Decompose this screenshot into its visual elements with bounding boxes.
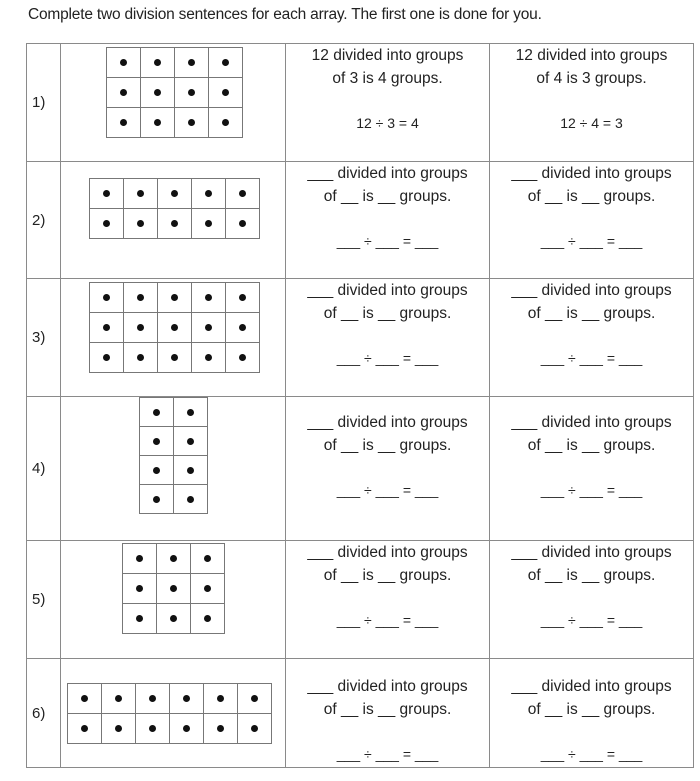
array-cell xyxy=(124,313,158,343)
dot-icon xyxy=(171,220,178,227)
sentence-line: of __ is __ groups. xyxy=(323,437,452,454)
sentence-b xyxy=(490,44,694,162)
dot-icon xyxy=(239,324,246,331)
sentence-line: of __ is __ groups. xyxy=(527,437,656,454)
equation: 12 ÷ 4 = 3 xyxy=(560,115,623,131)
dot-icon xyxy=(115,725,122,732)
array-cell xyxy=(90,209,124,239)
array-cell xyxy=(140,427,174,456)
dot-icon xyxy=(251,695,258,702)
equation[interactable]: ___ ÷ ___ = ___ xyxy=(540,612,643,628)
array-cell xyxy=(123,574,157,604)
problem-number: 1) xyxy=(27,44,61,162)
array-cell xyxy=(107,78,141,108)
array-cell xyxy=(136,714,170,744)
equation[interactable]: ___ ÷ ___ = ___ xyxy=(336,612,439,628)
array-cell xyxy=(107,48,141,78)
dot-icon xyxy=(187,409,194,416)
array-cell xyxy=(209,78,243,108)
array-cell xyxy=(191,574,225,604)
array-cell xyxy=(124,283,158,313)
equation[interactable]: ___ ÷ ___ = ___ xyxy=(540,233,643,249)
array-cell xyxy=(175,108,209,138)
array-cell xyxy=(90,313,124,343)
dot-icon xyxy=(81,725,88,732)
dot-icon xyxy=(222,89,229,96)
dot-array xyxy=(139,397,208,514)
dot-icon xyxy=(115,695,122,702)
worksheet-table xyxy=(26,43,694,768)
dot-icon xyxy=(188,59,195,66)
problem-row xyxy=(27,162,694,279)
equation[interactable]: ___ ÷ ___ = ___ xyxy=(540,482,643,498)
problem-row xyxy=(27,659,694,768)
dot-array-cell xyxy=(61,659,286,768)
dot-icon xyxy=(154,89,161,96)
equation[interactable]: ___ ÷ ___ = ___ xyxy=(336,233,439,249)
dot-icon xyxy=(205,354,212,361)
dot-icon xyxy=(183,725,190,732)
sentence-b[interactable] xyxy=(490,162,694,279)
array-cell xyxy=(124,179,158,209)
dot-icon xyxy=(154,119,161,126)
dot-icon xyxy=(188,119,195,126)
problem-row xyxy=(27,279,694,397)
sentence-line: of __ is __ groups. xyxy=(527,567,656,584)
dot-icon xyxy=(171,324,178,331)
sentence-line: of 3 is 4 groups. xyxy=(332,70,443,87)
equation[interactable]: ___ ÷ ___ = ___ xyxy=(336,746,439,762)
sentence-b[interactable] xyxy=(490,541,694,659)
dot-icon xyxy=(120,119,127,126)
array-cell xyxy=(141,48,175,78)
problem-number: 5) xyxy=(27,541,61,659)
equation[interactable]: ___ ÷ ___ = ___ xyxy=(540,746,643,762)
sentence-a xyxy=(286,44,490,162)
dot-array xyxy=(106,47,243,138)
problem-number: 3) xyxy=(27,279,61,397)
sentence-line: of __ is __ groups. xyxy=(323,701,452,718)
array-cell xyxy=(170,714,204,744)
array-cell xyxy=(107,108,141,138)
array-cell xyxy=(174,427,208,456)
dot-icon xyxy=(137,294,144,301)
dot-icon xyxy=(170,555,177,562)
array-cell xyxy=(158,179,192,209)
dot-icon xyxy=(137,324,144,331)
problem-row xyxy=(27,397,694,541)
dot-icon xyxy=(188,89,195,96)
problem-number: 6) xyxy=(27,659,61,768)
dot-icon xyxy=(171,294,178,301)
dot-icon xyxy=(170,615,177,622)
array-cell xyxy=(226,179,260,209)
array-cell xyxy=(175,78,209,108)
dot-icon xyxy=(187,496,194,503)
sentence-line: ___ divided into groups xyxy=(307,165,468,182)
problem-number: 2) xyxy=(27,162,61,279)
array-cell xyxy=(209,108,243,138)
dot-icon xyxy=(103,354,110,361)
sentence-b[interactable] xyxy=(490,279,694,397)
dot-icon xyxy=(239,294,246,301)
array-cell xyxy=(123,604,157,634)
array-cell xyxy=(174,398,208,427)
dot-array xyxy=(89,178,260,239)
array-cell xyxy=(192,343,226,373)
sentence-a[interactable] xyxy=(286,541,490,659)
array-cell xyxy=(170,684,204,714)
array-cell xyxy=(90,283,124,313)
dot-icon xyxy=(137,220,144,227)
dot-icon xyxy=(217,725,224,732)
dot-array xyxy=(122,543,225,634)
sentence-b[interactable] xyxy=(490,659,694,768)
array-cell xyxy=(158,283,192,313)
equation[interactable]: ___ ÷ ___ = ___ xyxy=(336,350,439,366)
sentence-line: 12 divided into groups xyxy=(311,47,464,64)
sentence-line: of __ is __ groups. xyxy=(323,567,452,584)
dot-array-cell xyxy=(61,279,286,397)
array-cell xyxy=(102,714,136,744)
array-cell xyxy=(158,313,192,343)
dot-icon xyxy=(153,409,160,416)
array-cell xyxy=(191,604,225,634)
dot-icon xyxy=(153,438,160,445)
dot-icon xyxy=(154,59,161,66)
dot-icon xyxy=(204,615,211,622)
dot-icon xyxy=(137,190,144,197)
dot-icon xyxy=(170,585,177,592)
dot-array-cell xyxy=(61,541,286,659)
dot-icon xyxy=(103,324,110,331)
dot-array-cell xyxy=(61,44,286,162)
array-cell xyxy=(192,283,226,313)
sentence-line: ___ divided into groups xyxy=(307,414,468,431)
dot-icon xyxy=(239,354,246,361)
array-cell xyxy=(157,604,191,634)
array-cell xyxy=(124,343,158,373)
dot-icon xyxy=(239,220,246,227)
array-cell xyxy=(192,179,226,209)
sentence-line: ___ divided into groups xyxy=(307,678,468,695)
sentence-line: ___ divided into groups xyxy=(307,544,468,561)
dot-icon xyxy=(137,354,144,361)
dot-icon xyxy=(204,555,211,562)
dot-icon xyxy=(239,190,246,197)
problem-row xyxy=(27,541,694,659)
dot-icon xyxy=(136,585,143,592)
sentence-a[interactable] xyxy=(286,162,490,279)
dot-icon xyxy=(120,59,127,66)
array-cell xyxy=(124,209,158,239)
array-cell xyxy=(140,398,174,427)
array-cell xyxy=(123,544,157,574)
dot-icon xyxy=(187,467,194,474)
sentence-line: of __ is __ groups. xyxy=(527,305,656,322)
dot-icon xyxy=(187,438,194,445)
dot-array-cell xyxy=(61,162,286,279)
array-cell xyxy=(136,684,170,714)
array-cell xyxy=(140,456,174,485)
sentence-line: of __ is __ groups. xyxy=(323,188,452,205)
dot-icon xyxy=(204,585,211,592)
sentence-line: ___ divided into groups xyxy=(307,282,468,299)
sentence-line: of 4 is 3 groups. xyxy=(536,70,647,87)
equation[interactable]: ___ ÷ ___ = ___ xyxy=(540,350,643,366)
dot-icon xyxy=(171,354,178,361)
sentence-line: ___ divided into groups xyxy=(511,414,672,431)
array-cell xyxy=(209,48,243,78)
dot-icon xyxy=(149,725,156,732)
sentence-a[interactable] xyxy=(286,659,490,768)
array-cell xyxy=(102,684,136,714)
array-cell xyxy=(158,343,192,373)
dot-icon xyxy=(205,294,212,301)
problem-row xyxy=(27,44,694,162)
array-cell xyxy=(90,343,124,373)
dot-icon xyxy=(222,59,229,66)
dot-icon xyxy=(136,615,143,622)
dot-icon xyxy=(205,220,212,227)
array-cell xyxy=(204,714,238,744)
dot-icon xyxy=(205,190,212,197)
array-cell xyxy=(175,48,209,78)
sentence-line: of __ is __ groups. xyxy=(527,188,656,205)
array-cell xyxy=(141,78,175,108)
dot-icon xyxy=(153,496,160,503)
array-cell xyxy=(157,544,191,574)
array-cell xyxy=(192,313,226,343)
array-cell xyxy=(174,485,208,514)
dot-icon xyxy=(153,467,160,474)
dot-icon xyxy=(136,555,143,562)
array-cell xyxy=(140,485,174,514)
instructions: Complete two division sentences for each array. The first one is done for you. xyxy=(28,6,542,23)
problem-number: 4) xyxy=(27,397,61,541)
sentence-line: ___ divided into groups xyxy=(511,165,672,182)
dot-icon xyxy=(103,294,110,301)
array-cell xyxy=(204,684,238,714)
sentence-a[interactable] xyxy=(286,279,490,397)
array-cell xyxy=(238,714,272,744)
sentence-line: ___ divided into groups xyxy=(511,282,672,299)
dot-icon xyxy=(183,695,190,702)
array-cell xyxy=(157,574,191,604)
dot-array-cell xyxy=(61,397,286,541)
array-cell xyxy=(141,108,175,138)
equation: 12 ÷ 3 = 4 xyxy=(356,115,419,131)
dot-icon xyxy=(251,725,258,732)
dot-icon xyxy=(81,695,88,702)
sentence-line: ___ divided into groups xyxy=(511,544,672,561)
array-cell xyxy=(191,544,225,574)
array-cell xyxy=(226,313,260,343)
array-cell xyxy=(192,209,226,239)
equation[interactable]: ___ ÷ ___ = ___ xyxy=(336,482,439,498)
array-cell xyxy=(174,456,208,485)
dot-icon xyxy=(222,119,229,126)
sentence-line: of __ is __ groups. xyxy=(323,305,452,322)
array-cell xyxy=(238,684,272,714)
array-cell xyxy=(90,179,124,209)
dot-icon xyxy=(149,695,156,702)
dot-icon xyxy=(171,190,178,197)
array-cell xyxy=(226,343,260,373)
dot-icon xyxy=(120,89,127,96)
array-cell xyxy=(68,714,102,744)
array-cell xyxy=(226,209,260,239)
dot-array xyxy=(67,683,272,744)
sentence-a[interactable] xyxy=(286,397,490,541)
dot-icon xyxy=(205,324,212,331)
dot-icon xyxy=(103,220,110,227)
sentence-line: of __ is __ groups. xyxy=(527,701,656,718)
dot-icon xyxy=(217,695,224,702)
array-cell xyxy=(158,209,192,239)
sentence-line: 12 divided into groups xyxy=(515,47,668,64)
sentence-line: ___ divided into groups xyxy=(511,678,672,695)
array-cell xyxy=(68,684,102,714)
array-cell xyxy=(226,283,260,313)
sentence-b[interactable] xyxy=(490,397,694,541)
dot-array xyxy=(89,282,260,373)
dot-icon xyxy=(103,190,110,197)
